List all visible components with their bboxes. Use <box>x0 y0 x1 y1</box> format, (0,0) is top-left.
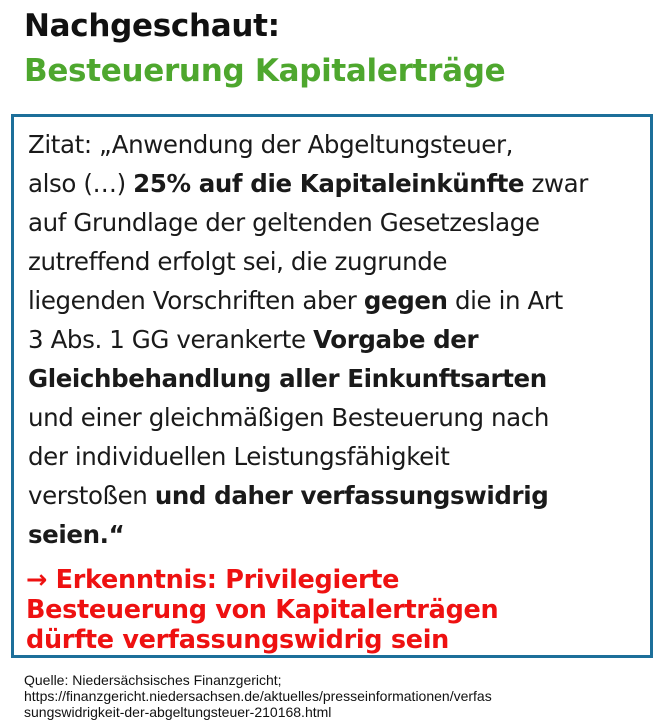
conclusion-line: Besteuerung von Kapitalerträgen <box>26 595 499 625</box>
page-title: Nachgeschaut: <box>24 8 280 44</box>
source-url: sungswidrigkeit-der-abgeltungsteuer-210168.html <box>24 704 332 720</box>
quote-emphasis: gegen <box>363 286 448 315</box>
quote-line: 3 Abs. 1 GG verankerte Vorgabe der <box>28 325 479 354</box>
quote-line: zutreffend erfolgt sei, die zugrunde <box>28 247 448 276</box>
quote-emphasis: und daher verfassungswidrig <box>154 481 549 510</box>
quote-box <box>11 114 653 658</box>
quote-emphasis: Gleichbehandlung aller Einkunftsarten <box>28 364 547 393</box>
quote-emphasis: 25% auf die Kapitaleinkünfte <box>133 169 525 198</box>
quote-line: auf Grundlage der geltenden Gesetzeslage <box>28 208 540 237</box>
conclusion-text <box>26 565 646 655</box>
quote-line: Zitat: „Anwendung der Abgeltungsteuer, <box>28 130 514 159</box>
quote-line: und einer gleichmäßigen Besteuerung nach <box>28 403 549 432</box>
quote-line: also (…) 25% auf die Kapitaleinkünfte zwar <box>28 169 588 198</box>
quote-line: verstoßen und daher verfassungswidrig <box>28 481 549 510</box>
page-subtitle: Besteuerung Kapitalerträge <box>24 53 506 89</box>
source-citation <box>24 672 664 720</box>
quote-line: der individuellen Leistungsfähigkeit <box>28 442 450 471</box>
quote-emphasis: seien.“ <box>28 520 125 549</box>
conclusion-line: dürfte verfassungswidrig sein <box>26 625 449 655</box>
conclusion-line: → Erkenntnis: Privilegierte <box>26 565 400 595</box>
source-url: https://finanzgericht.niedersachsen.de/aktuelles/presseinformationen/verfas <box>24 688 492 704</box>
quote-line <box>28 359 648 398</box>
quote-line: liegenden Vorschriften aber gegen die in Art <box>28 286 563 315</box>
quote-emphasis: Vorgabe der <box>313 325 479 354</box>
source-label: Quelle: Niedersächsisches Finanzgericht; <box>24 672 282 688</box>
quote-text <box>28 125 648 554</box>
quote-line <box>28 515 648 554</box>
